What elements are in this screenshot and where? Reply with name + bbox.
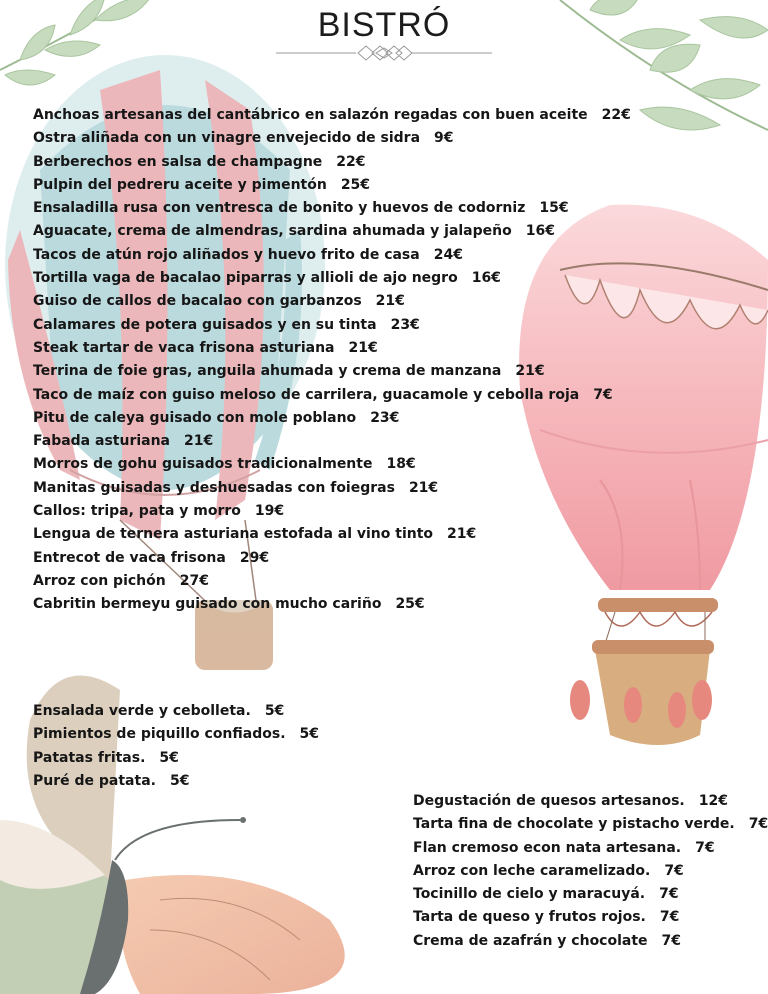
menu-item-name: Guiso de callos de bacalao con garbanzos	[33, 293, 362, 310]
menu-item-name: Puré de patata.	[33, 772, 156, 789]
menu-item-price: 7€	[661, 932, 682, 949]
menu-item-price: 21€	[348, 339, 378, 356]
menu-item	[33, 220, 631, 243]
menu-item-name: Ostra aliñada con un vinagre envejecido de sidra	[33, 130, 421, 147]
menu-item-name: Cabritin bermeyu guisado con mucho cariño	[33, 596, 382, 613]
menu-item-price: 5€	[159, 749, 179, 766]
menu-item-price: 7€	[695, 839, 715, 856]
menu-item-name: Steak tartar de vaca frisona asturiana	[33, 339, 335, 356]
menu-item-name: Tarta fina de chocolate y pistacho verde.	[413, 816, 735, 833]
menu-item-price: 9€	[434, 130, 454, 147]
menu-item	[33, 314, 631, 337]
menu-item	[33, 360, 631, 383]
menu-item-name: Arroz con leche caramelizado.	[413, 862, 651, 879]
mains-list	[33, 104, 631, 617]
menu-item-name: Pimientos de piquillo confiados.	[33, 726, 286, 743]
menu-item-price: 19€	[254, 503, 285, 520]
menu-item-price: 18€	[386, 456, 416, 473]
menu-item	[413, 930, 768, 953]
menu-item-name: Berberechos en salsa de champagne	[33, 153, 323, 170]
menu-item-price: 21€	[184, 433, 214, 450]
menu-item-price: 24€	[433, 246, 463, 263]
menu-item-price: 7€	[659, 886, 679, 903]
menu-item-price: 16€	[525, 223, 555, 240]
menu-item-name: Aguacate, crema de almendras, sardina ahumada y jalapeño	[33, 223, 512, 240]
menu-item-price: 7€	[664, 862, 684, 879]
desserts-list	[413, 790, 768, 953]
menu-item-name: Tacos de atún rojo aliñados y huevo frito de casa	[33, 246, 420, 263]
menu-item-price: 23€	[370, 409, 400, 426]
menu-item-price: 15€	[539, 200, 569, 217]
menu-item	[33, 267, 631, 290]
menu-item-name: Fabada asturiana	[33, 433, 171, 450]
menu-item	[33, 337, 631, 360]
menu-item-name: Tocinillo de cielo y maracuyá.	[413, 886, 646, 903]
menu-item-name: Tarta de queso y frutos rojos.	[413, 909, 646, 926]
menu-item	[413, 837, 768, 860]
menu-item	[33, 523, 631, 546]
menu-item	[33, 104, 631, 127]
menu-item	[33, 593, 631, 616]
menu-item	[33, 151, 631, 174]
menu-item-price: 16€	[471, 270, 501, 287]
menu-item-name: Pitu de caleya guisado con mole poblano	[33, 409, 357, 426]
menu-item	[33, 244, 631, 267]
menu-item	[33, 747, 319, 770]
menu-item-name: Pulpin del pedreru aceite y pimentón	[33, 176, 327, 193]
menu-item-name: Flan cremoso econ nata artesana.	[413, 839, 682, 856]
menu-item-price: 5€	[169, 772, 190, 789]
menu-item-name: Arroz con pichón	[33, 572, 166, 589]
menu-item	[413, 790, 768, 813]
menu-item-price: 5€	[299, 726, 319, 743]
menu-item	[33, 174, 631, 197]
menu-item-name: Morros de gohu guisados tradicionalmente	[33, 456, 373, 473]
menu-item-name: Tortilla vaga de bacalao piparras y allioli de ajo negro	[33, 270, 458, 287]
menu-item-price: 5€	[264, 703, 285, 719]
menu-item	[413, 860, 768, 883]
menu-item	[413, 906, 768, 929]
menu-item-price: 25€	[395, 596, 425, 613]
menu-item-name: Callos: tripa, pata y morro	[33, 503, 241, 520]
menu-item	[33, 700, 319, 723]
menu-item	[33, 453, 631, 476]
menu-item	[33, 477, 631, 500]
menu-item	[33, 547, 631, 570]
page-title: BISTRÓ	[317, 6, 451, 44]
sides-list	[33, 700, 319, 793]
title-divider-ornament	[276, 42, 492, 64]
menu-item-name: Lengua de ternera asturiana estofada al vino tinto	[33, 526, 434, 543]
menu-item-name: Anchoas artesanas del cantábrico en salazón regadas con buen aceite	[33, 107, 588, 123]
menu-item-price: 7€	[748, 816, 768, 833]
menu-item-price: 7€	[659, 909, 680, 926]
menu-item	[33, 500, 631, 523]
menu-item-price: 23€	[390, 316, 420, 333]
menu-item-price: 21€	[515, 363, 545, 380]
menu-item-name: Calamares de potera guisados y en su tinta	[33, 316, 377, 333]
menu-item-name: Ensalada verde y cebolleta.	[33, 703, 251, 719]
menu-item	[413, 883, 768, 906]
menu-item	[413, 813, 768, 836]
menu-item-price: 7€	[593, 386, 613, 403]
menu-item-price: 25€	[340, 176, 371, 193]
menu-item	[33, 430, 631, 453]
menu-item	[33, 384, 631, 407]
menu-item	[33, 723, 319, 746]
menu-item-name: Degustación de quesos artesanos.	[413, 793, 685, 809]
menu-item	[33, 770, 319, 793]
menu-item	[33, 197, 631, 220]
menu-item-price: 21€	[447, 526, 477, 543]
menu-item-name: Manitas guisadas y deshuesadas con foiegras	[33, 479, 395, 496]
menu-item-price: 22€	[601, 107, 631, 123]
menu-item-name: Ensaladilla rusa con ventresca de bonito y huevos de codorniz	[33, 200, 526, 217]
menu-item-name: Terrina de foie gras, anguila ahumada y crema de manzana	[33, 363, 502, 380]
menu-item-price: 27€	[179, 572, 209, 589]
menu-item-price: 22€	[336, 153, 366, 170]
menu-item	[33, 570, 631, 593]
menu-item-price: 12€	[698, 793, 728, 809]
menu-item-name: Entrecot de vaca frisona	[33, 549, 226, 566]
menu-item-price: 21€	[408, 479, 439, 496]
menu-item-name: Patatas fritas.	[33, 749, 146, 766]
menu-item	[33, 127, 631, 150]
menu-item-name: Crema de azafrán y chocolate	[413, 932, 648, 949]
menu-item-price: 29€	[239, 549, 270, 566]
menu-item-price: 21€	[375, 293, 405, 310]
menu-item-name: Taco de maíz con guiso meloso de carrilera, guacamole y cebolla roja	[33, 386, 580, 403]
menu-item	[33, 290, 631, 313]
menu-item	[33, 407, 631, 430]
